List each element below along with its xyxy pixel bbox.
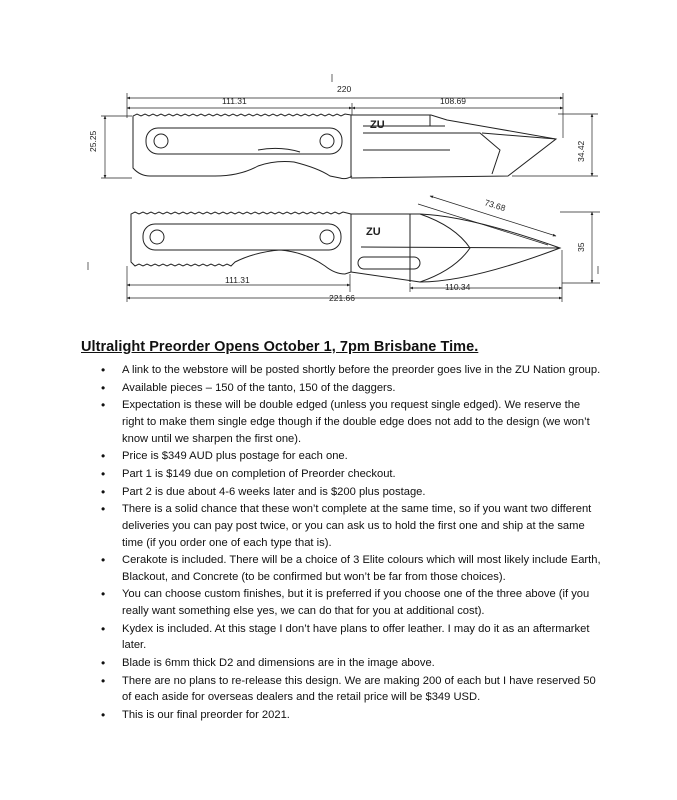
list-item: • Expectation is these will be double edged (unless you request single edged). We reserve the right to make them single edge though if the double edge does not add to the design (we won’t know until we sharpen the first one). bbox=[81, 397, 601, 447]
top-height-right-dim: 34.42 bbox=[576, 140, 586, 162]
top-height-left-dim: 25.25 bbox=[88, 130, 98, 152]
bottom-logo: ZU bbox=[366, 226, 381, 238]
bottom-overall-dim: 221.66 bbox=[329, 293, 355, 303]
list-item: • Cerakote is included. There will be a choice of 3 Elite colours which will most likely include Earth, Blackout, and Concrete (to be confirmed but won’t be far from those choices). bbox=[81, 552, 601, 585]
top-logo: ZU bbox=[370, 119, 385, 131]
bottom-knife bbox=[131, 212, 560, 282]
list-item: • Kydex is included. At this stage I don’t have plans to offer leather. I may do it as an aftermarket later. bbox=[81, 621, 601, 654]
top-overall-dim: 220 bbox=[337, 84, 352, 94]
bottom-blade-diag-dim: 73.68 bbox=[483, 197, 507, 214]
list-item: • There are no plans to re-release this design. We are making 200 of each but I have reserved 50 of each aside for overseas dealers and the retail price will be $349 USD. bbox=[81, 673, 601, 706]
list-item: • Price is $349 AUD plus postage for each one. bbox=[81, 448, 601, 465]
top-handle-dim: 111.31 bbox=[222, 96, 247, 106]
list-item: • Part 2 is due about 4-6 weeks later and is $200 plus postage. bbox=[81, 484, 601, 501]
top-knife bbox=[133, 114, 556, 179]
bottom-height-right-dim: 35 bbox=[576, 242, 586, 252]
bottom-handle-dim: 111.31 bbox=[225, 275, 250, 285]
announcement-heading: Ultralight Preorder Opens October 1, 7pm Brisbane Time. bbox=[81, 339, 479, 355]
preorder-details-list bbox=[81, 362, 601, 725]
list-item: • A link to the webstore will be posted shortly before the preorder goes live in the ZU Nation group. bbox=[81, 362, 601, 379]
list-item: • Blade is 6mm thick D2 and dimensions are in the image above. bbox=[81, 655, 601, 672]
list-item: • Available pieces – 150 of the tanto, 150 of the daggers. bbox=[81, 380, 601, 397]
list-item: • There is a solid chance that these won’t complete at the same time, so if you want two different deliveries you can pay post twice, or you can ask us to hold the first one and ship at the same time (if you order one of each type that is). bbox=[81, 501, 601, 551]
list-item: • This is our final preorder for 2021. bbox=[81, 707, 601, 724]
list-item: • You can choose custom finishes, but it is preferred if you choose one of the three above (if you really want something else yes, we can do that for you at additional cost). bbox=[81, 586, 601, 619]
list-item: • Part 1 is $149 due on completion of Preorder checkout. bbox=[81, 466, 601, 483]
bottom-blade-length-dim: 110.34 bbox=[445, 282, 471, 292]
knife-technical-drawing bbox=[0, 0, 677, 320]
top-blade-dim: 108.69 bbox=[440, 96, 466, 106]
